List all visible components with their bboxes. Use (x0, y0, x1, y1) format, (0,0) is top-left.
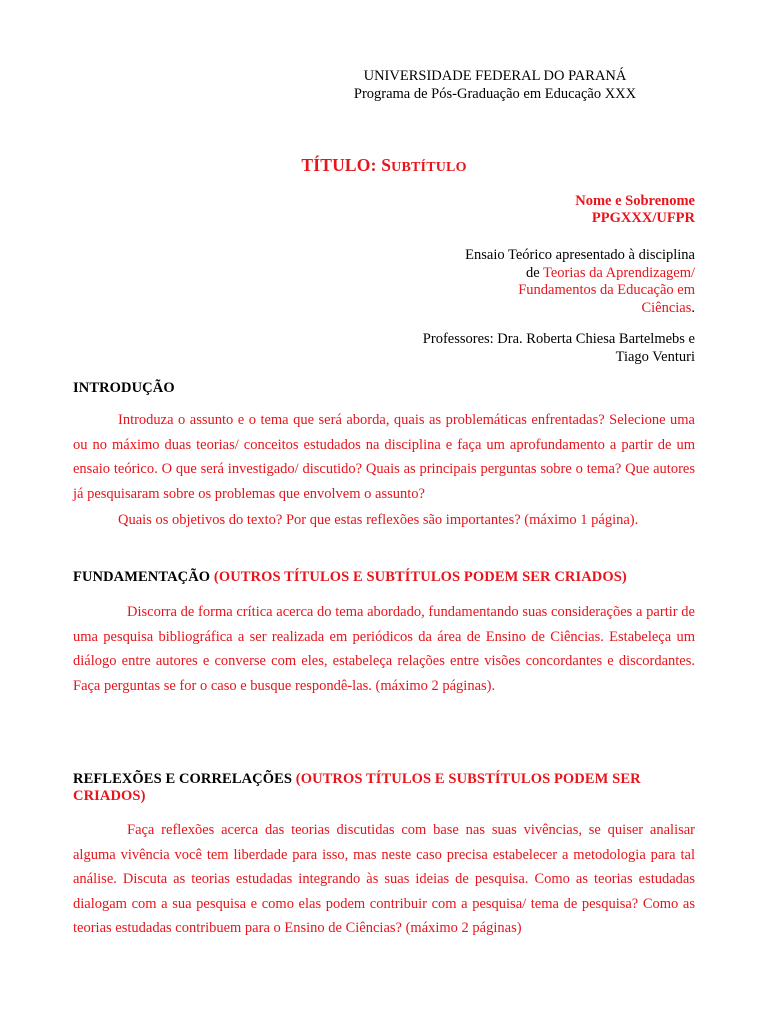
heading-reflexoes-note: (OUTROS TÍTULOS E SUBSTÍTULOS PODEM SER CRIADOS) (73, 771, 641, 804)
title-main: TÍTULO: (301, 155, 382, 175)
heading-fundamentacao-note: (OUTROS TÍTULOS E SUBTÍTULOS PODEM SER CRIADOS) (213, 569, 627, 585)
essay-line-2: de Teorias da Aprendizagem/ (525, 264, 695, 281)
professors-block (335, 330, 695, 366)
essay-line-1: Ensaio Teórico apresentado à disciplina (465, 247, 695, 263)
heading-fundamentacao: FUNDAMENTAÇÃO (OUTROS TÍTULOS E SUBTÍTULOS PODEM SER CRIADOS) (73, 569, 627, 585)
author-name: Nome e Sobrenome (575, 193, 695, 209)
essay-line-4: Ciências. (641, 299, 695, 316)
course-name: Teorias da Aprendizagem/ (543, 264, 695, 281)
reflexoes-paragraph: Faça reflexões acerca das teorias discutidas com base nas suas vivências, se quiser analisar alguma vivência você tem liberdade para isso, mas neste caso precisa estabelecer a metodologia para tal análise. Discuta as teorias estudadas integrando às suas ideias de pesquisa. Como as teorias estudadas dialogam com a sua pesquisa e como elas podem contribuir com a pesquisa/ tema de pesquisa? Como as teorias estudadas contribuem para o Ensino de Ciências? (máximo 2 páginas) (73, 822, 695, 936)
essay-description (395, 247, 695, 317)
intro-paragraph-2: Quais os objetivos do texto? Por que estas reflexões são importantes? (máximo 1 página). (118, 512, 639, 528)
intro-paragraph-1: Introduza o assunto e o tema que será aborda, quais as problemáticas enfrentadas? Selecione uma ou no máximo duas teorias/ conceitos estudados na disciplina e faça um aprofundamento a partir de um ensaio teórico. O que será investigado/ discutido? Quais as principais perguntas sobre o tema? Que autores já pesquisaram sobre os problemas que envolvem o assunto? (73, 412, 695, 502)
author-affiliation: PPGXXX/UFPR (591, 210, 695, 226)
document-title (0, 155, 768, 176)
heading-reflexoes: REFLEXÕES E CORRELAÇÕES (OUTROS TÍTULOS E SUBSTÍTULOS PODEM SER CRIADOS) (73, 771, 641, 804)
heading-introducao: INTRODUÇÃO (73, 380, 175, 396)
author-block (575, 193, 695, 227)
program-name: Programa de Pós-Graduação em Educação XXX (353, 86, 637, 102)
university-name: UNIVERSIDADE FEDERAL DO PARANÁ (363, 68, 627, 84)
fundamentacao-paragraph: Discorra de forma crítica acerca do tema abordado, fundamentando suas considerações a partir de uma pesquisa bibliográfica a ser realizada em periódicos da área de Ensino de Ciências. Estabeleça um diálogo entre autores e converse com eles, estabeleça relações entre visões concordantes e discordantes. Faça perguntas se for o caso e busque respondê-las. (máximo 2 páginas). (73, 604, 695, 694)
document-header (300, 67, 690, 103)
essay-line-3: Fundamentos da Educação em (518, 282, 695, 298)
professors-line-2: Tiago Venturi (615, 349, 695, 365)
title-subtitle: SUBTÍTULO (381, 155, 467, 175)
professors-line-1: Professores: Dra. Roberta Chiesa Bartelmebs e (422, 331, 695, 347)
